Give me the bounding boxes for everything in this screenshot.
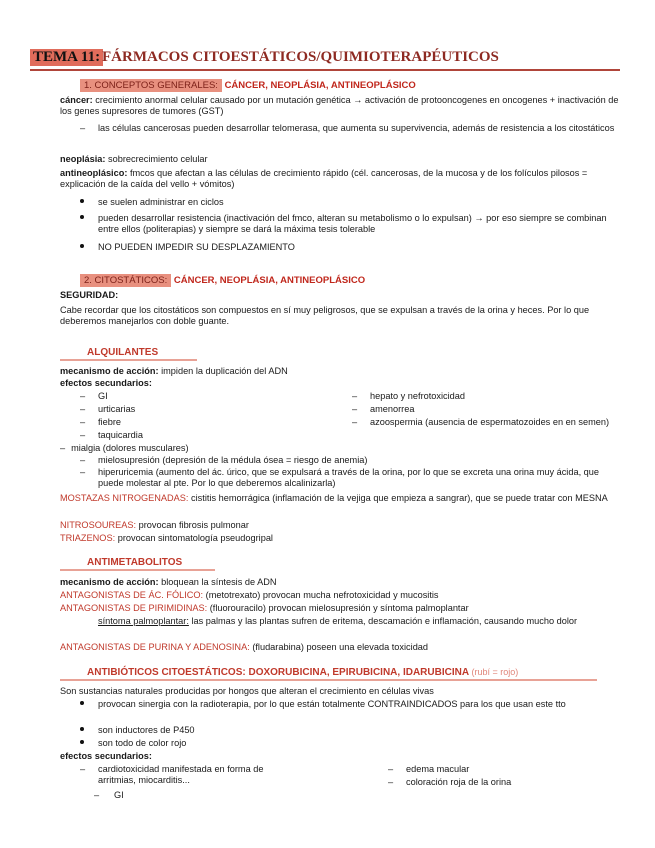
- list-item: urticarias: [98, 404, 136, 414]
- section-1-tag: 1. CONCEPTOS GENERALES:: [80, 79, 222, 92]
- dash-icon: –: [80, 123, 86, 133]
- dash-icon: –: [80, 391, 86, 401]
- dash-icon: –: [352, 404, 358, 414]
- dash-icon: –: [94, 790, 100, 800]
- list-item: taquicardia: [98, 430, 143, 440]
- dash-icon: –: [80, 764, 86, 774]
- dash-icon: –: [80, 417, 86, 427]
- mostazas-nitrogenadas: MOSTAZAS NITROGENADAS: cistitis hemorrágica (inflamación de la vejiga que empieza a sangrar), que se puede tratar con MESNA: [60, 493, 608, 503]
- alq-mecanismo: mecanismo de acción: impiden la duplicación del ADN: [60, 366, 288, 376]
- list-item: mielosupresión (depresión de la médula ósea = riesgo de anemia): [98, 455, 368, 465]
- bullet-icon: [80, 242, 94, 253]
- section-1-title: CÁNCER, NEOPLÁSIA, ANTINEOPLÁSICO: [224, 80, 416, 91]
- list-item: hiperuricemia (aumento del ác. úrico, que se expulsará a través de la orina, por lo que se excreta una orina muy ácida, que puede molestar al pte. Por lo que deberemos alcalinizarla): [98, 467, 600, 488]
- bullet-icon: [80, 738, 94, 749]
- list-item: GI: [98, 391, 108, 401]
- antagonistas-purina: ANTAGONISTAS DE PURINA Y ADENOSINA: (fludarabina) poseen una elevada toxicidad: [60, 642, 429, 652]
- antimetabolitos-heading: ANTIMETABOLITOS: [60, 556, 215, 571]
- section-2-title: CÁNCER, NEOPLÁSIA, ANTINEOPLÁSICO: [173, 275, 366, 286]
- list-item: edema macular: [406, 764, 470, 774]
- mialgia-item: – mialgia (dolores musculares): [60, 443, 189, 453]
- alq-efectos-label: efectos secundarios:: [60, 378, 152, 388]
- dash-icon: –: [80, 404, 86, 414]
- antibioticos-heading: ANTIBIÓTICOS CITOESTÁTICOS: DOXORUBICINA, EPIRUBICINA, IDARUBICINA (rubí = rojo): [60, 666, 597, 681]
- list-item: azoospermia (ausencia de espermatozoides en en semen): [370, 417, 610, 427]
- alquilantes-heading: ALQUILANTES: [60, 346, 197, 361]
- triazenos: TRIAZENOS: provocan sintomatología pseudogripal: [60, 533, 273, 543]
- list-item: GI: [114, 790, 124, 800]
- antineoplasico-definition: antineoplásico: fmcos que afectan a las células de crecimiento rápido (cél. cancerosas, de la mucosa y de los folículos pilosos = explicación de la caída del vello + vómitos): [60, 168, 588, 189]
- antagonistas-folico: ANTAGONISTAS DE ÁC. FÓLICO: (metotrexato) provocan mucha nefrotoxicidad y mucositis: [60, 590, 439, 600]
- bullet-icon: [80, 699, 94, 710]
- cancer-definition: cáncer: crecimiento anormal celular causado por un mutación genética → activación de protooncogenes en oncogenes + inactivación de los genes supresores de tumores (GST): [60, 95, 619, 116]
- dash-icon: –: [388, 764, 394, 774]
- section-2-heading: [80, 274, 365, 287]
- antib-intro: Son sustancias naturales producidas por hongos que alteran el crecimiento en células vivas: [60, 686, 434, 696]
- section-1-heading: [80, 79, 416, 92]
- list-item: hepato y nefrotoxicidad: [370, 391, 466, 401]
- bullet-icon: [80, 725, 94, 736]
- list-item: son inductores de P450: [98, 725, 195, 735]
- list-item: pueden desarrollar resistencia (inactivación del fmco, alteran su metabolismo o lo expulsan) → por eso siempre se combinan entre ellos (politerapias) y siempre se dará la máxima tesis tolerable: [98, 213, 607, 234]
- list-item: provocan sinergia con la radioterapia, por lo que están totalmente CONTRAINDICADOS para los que usan este tto: [98, 699, 566, 709]
- list-item: fiebre: [98, 417, 121, 427]
- page-title: [30, 47, 620, 71]
- antib-efectos-label: efectos secundarios:: [60, 751, 152, 761]
- dash-icon: –: [80, 467, 86, 477]
- neoplasia-definition: neoplásia: sobrecrecimiento celular: [60, 154, 208, 164]
- section-2-tag: 2. CITOSTÁTICOS:: [80, 274, 171, 287]
- dash-icon: –: [80, 430, 86, 440]
- list-item: amenorrea: [370, 404, 415, 414]
- dash-icon: –: [388, 777, 394, 787]
- dash-icon: –: [80, 455, 86, 465]
- bullet-icon: [80, 213, 94, 224]
- title-text: FÁRMACOS CITOESTÁTICOS/QUIMIOTERAPÉUTICOS: [102, 49, 499, 65]
- dash-icon: –: [352, 417, 358, 427]
- seguridad-text: Cabe recordar que los citostáticos son compuestos en sí muy peligrosos, que se expulsan a través de la orina y heces. Por lo que deberemos manejarlos con doble guante.: [60, 305, 590, 326]
- list-item: son todo de color rojo: [98, 738, 187, 748]
- cancer-subpoint: las células cancerosas pueden desarrollar telomerasa, que aumenta su supervivencia, además de resistencia a los citostáticos: [98, 123, 615, 133]
- list-item: NO PUEDEN IMPEDIR SU DESPLAZAMIENTO: [98, 242, 295, 252]
- list-item: se suelen administrar en ciclos: [98, 197, 224, 207]
- list-item: coloración roja de la orina: [406, 777, 512, 787]
- antimet-mecanismo: mecanismo de acción: bloquean la síntesis de ADN: [60, 577, 277, 587]
- bullet-icon: [80, 197, 94, 208]
- nitrosoureas: NITROSOUREAS: provocan fibrosis pulmonar: [60, 520, 249, 530]
- seguridad-label: SEGURIDAD:: [60, 290, 119, 300]
- sintoma-palmoplantar: síntoma palmoplantar: las palmas y las plantas sufren de eritema, descamación e inflamación, causando mucho dolor: [98, 616, 578, 626]
- dash-icon: –: [352, 391, 358, 401]
- antagonistas-pirimidinas: ANTAGONISTAS DE PIRIMIDINAS: (fluorouracilo) provocan mielosupresión y síntoma palmoplantar: [60, 603, 469, 613]
- list-item: cardiotoxicidad manifestada en forma de arritmias, miocarditis...: [98, 764, 264, 785]
- title-tag: TEMA 11:: [30, 49, 103, 66]
